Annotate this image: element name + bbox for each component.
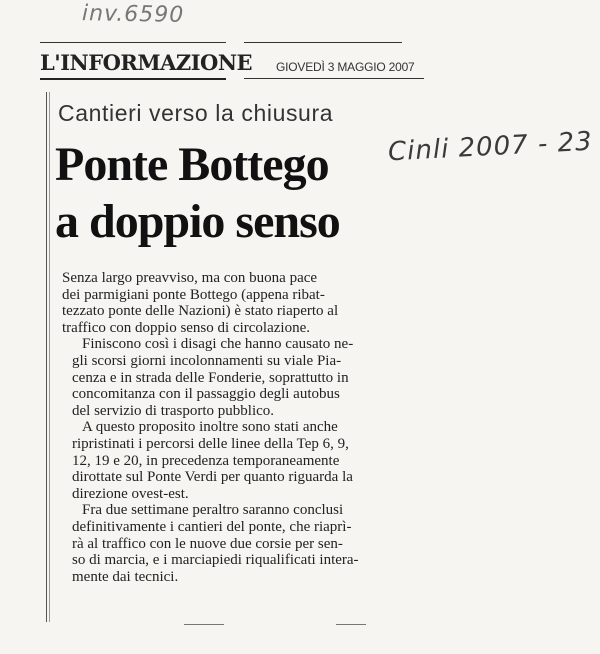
article-line: Finiscono così i disagi che hanno causato ne- <box>82 336 354 353</box>
article-body <box>62 270 384 585</box>
publication-date: GIOVEDÌ 3 MAGGIO 2007 <box>276 60 415 74</box>
handwritten-archive-note: Cinli 2007 - 23 <box>387 126 594 168</box>
masthead-bottom-rule <box>40 78 226 80</box>
column-rule-inner <box>49 92 50 622</box>
article-paragraph <box>62 502 384 585</box>
article-line: Fra due settimane peraltro saranno conclusi <box>82 502 344 519</box>
article-line: rà al traffico con le nuove due corsie per sen- <box>72 535 343 552</box>
article-line: cenza e in strada delle Fonderie, soprattutto in <box>72 369 349 386</box>
article-headline <box>55 136 395 250</box>
article-line: mente dai tecnici. <box>72 568 179 585</box>
article-line: dei parmigiani ponte Bottego (appena ribat- <box>62 286 325 303</box>
article-line: direzione ovest-est. <box>72 485 189 502</box>
newspaper-masthead: L'INFORMAZIONE <box>40 50 253 75</box>
article-line: dirottate sul Ponte Verdi per quanto riguarda la <box>72 469 353 486</box>
headline-line: Ponte Bottego <box>55 138 329 191</box>
article-line: gli scorsi giorni incolonnamenti su viale Pia- <box>72 352 342 369</box>
article-line: del servizio di trasporto pubblico. <box>72 402 275 419</box>
end-rule <box>336 624 366 625</box>
article-line: so di marcia, e i marciapiedi riqualificati intera- <box>72 552 359 569</box>
article-line: ripristinati i percorsi delle linee della Tep 6, 9, <box>72 435 349 452</box>
end-rule <box>184 624 224 625</box>
article-line: A questo proposito inoltre sono stati anche <box>82 419 338 436</box>
column-rule <box>46 92 47 622</box>
article-paragraph <box>62 270 384 336</box>
article-kicker: Cantieri verso la chiusura <box>58 100 334 126</box>
handwritten-inventory-number: inv.6590 <box>81 1 185 28</box>
headline-line: a doppio senso <box>55 195 340 248</box>
date-bottom-rule <box>244 78 424 79</box>
article-line: 12, 19 e 20, in precedenza temporaneamente <box>72 452 340 469</box>
masthead-top-rule <box>40 42 226 43</box>
article-line: traffico con doppio senso di circolazione. <box>62 319 310 336</box>
date-top-rule <box>244 42 402 43</box>
article-line: concomitanza con il passaggio degli autobus <box>72 386 340 403</box>
article-line: Senza largo preavviso, ma con buona pace <box>62 270 318 286</box>
article-paragraph <box>62 419 384 502</box>
article-line: tezzato ponte delle Nazioni) è stato riaperto al <box>62 303 339 320</box>
article-line: definitivamente i cantieri del ponte, che riaprì- <box>72 518 352 535</box>
article-paragraph <box>62 336 384 419</box>
